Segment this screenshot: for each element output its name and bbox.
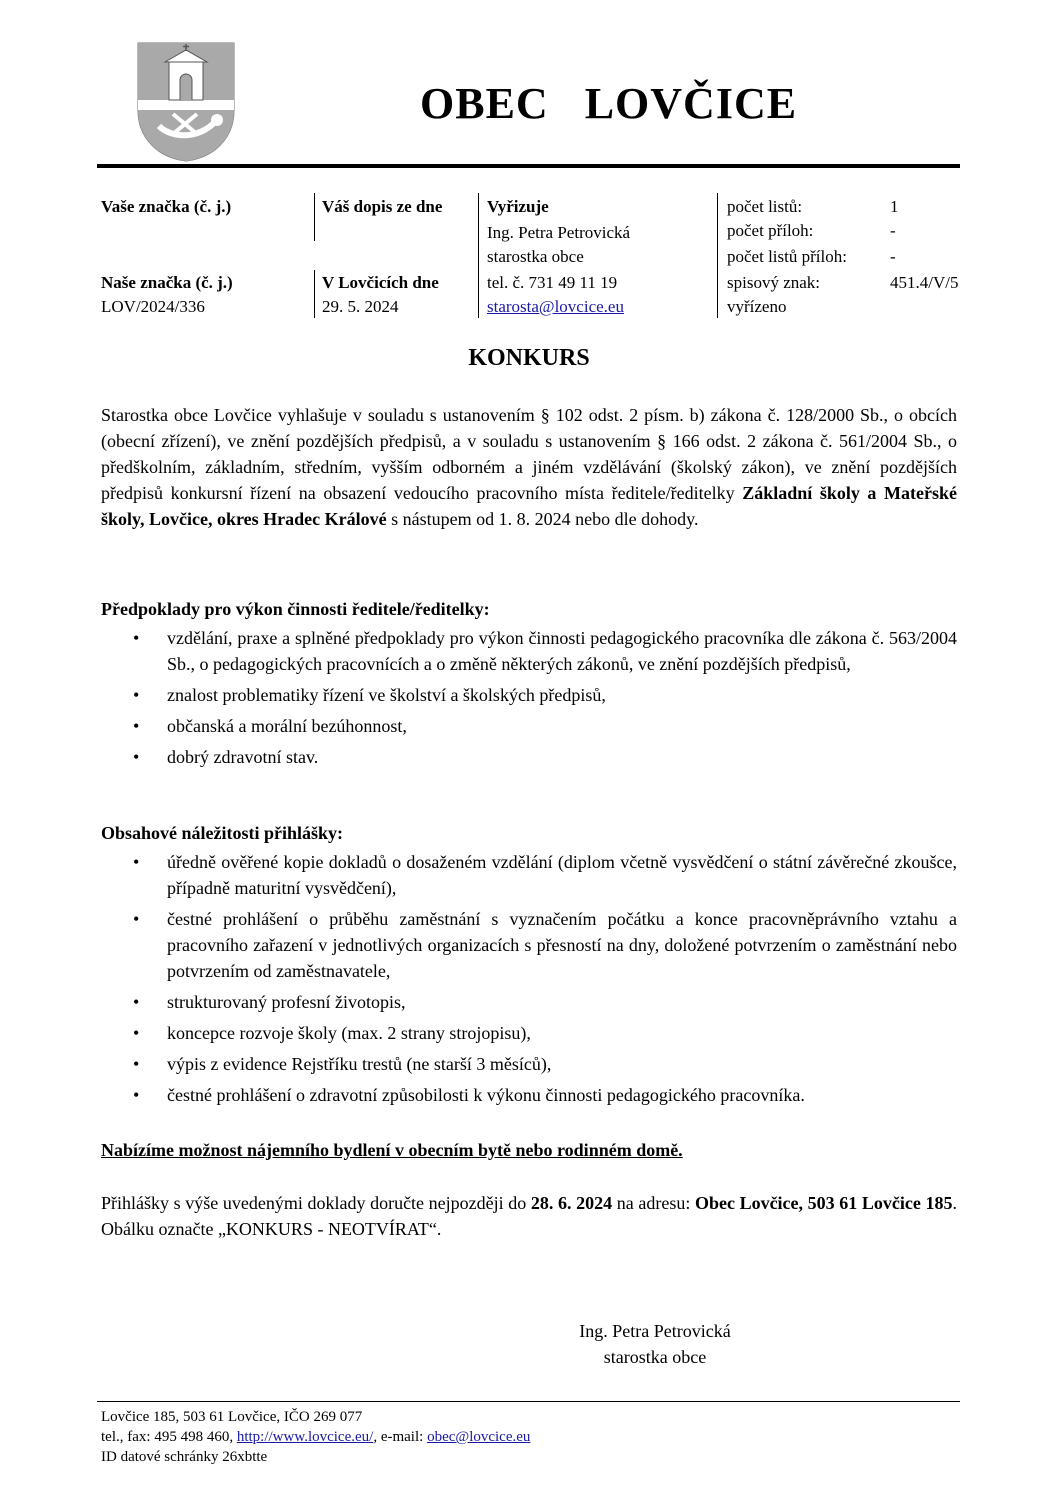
your-letter-label: Váš dopis ze dne xyxy=(322,197,443,216)
list-item xyxy=(101,989,957,1015)
list-item xyxy=(101,682,957,708)
website-link[interactable]: http://www.lovcice.eu/ xyxy=(236,1429,374,1445)
bullet-icon: • xyxy=(133,747,140,767)
list-item-text: vzdělání, praxe a splněné předpoklady pro výkon činnosti pedagogického pracovníka dle zákona č. 563/2004 Sb., o pedagogických pracovnících a o změně některých zákonů, ve znění pozdějších předpisů, xyxy=(167,628,957,674)
list-item xyxy=(101,1082,957,1108)
bullet-icon: • xyxy=(133,852,140,872)
bullet-icon: • xyxy=(133,909,140,929)
bullet-icon: • xyxy=(133,1054,140,1074)
footer-divider xyxy=(97,1401,960,1402)
requirements-list xyxy=(101,625,957,775)
status-text: vyřízeno xyxy=(727,297,787,316)
list-item xyxy=(101,1020,957,1046)
list-item-text: dobrý zdravotní stav. xyxy=(167,747,319,767)
handled-by-role: starostka obce xyxy=(487,247,584,266)
place-date-label: V Lovčicích dne xyxy=(322,273,439,292)
intro-text-end: s nástupem od 1. 8. 2024 nebo dle dohody. xyxy=(386,509,699,529)
bullet-icon: • xyxy=(133,1023,140,1043)
footer-databox: ID datové schránky 26xbtte xyxy=(101,1449,268,1465)
submission-paragraph xyxy=(101,1190,957,1242)
our-ref-label: Naše značka (č. j.) xyxy=(101,273,233,292)
signature-block xyxy=(520,1318,790,1370)
contact-email-link[interactable]: starosta@lovcice.eu xyxy=(487,297,624,316)
our-ref-value: LOV/2024/336 xyxy=(101,297,205,316)
signatory-name: Ing. Petra Petrovická xyxy=(579,1321,731,1341)
intro-paragraph xyxy=(101,402,957,532)
bullet-icon: • xyxy=(133,1085,140,1105)
submission-text: . Obálku označte „KONKURS - NEOTVÍRAT“. xyxy=(101,1193,957,1239)
intro-text-start: Starostka obce Lovčice vyhlašuje v souladu s ustanovením § 102 odst. 2 písm. b) zákona č. 128/2000 Sb., o obcích (obecní zřízení), ve znění pozdějších předpisů, a v souladu s ustanovením § 166 odst. 2 zákona č. 561/2004 Sb., o předškolním, základním, středním, vyšším odborném a jiném vzdělávání (školský zákon), ve znění pozdějších předpisů konkursní řízení na obsazení vedoucího pracovního místa ředitele/ředitelky xyxy=(101,405,957,503)
submission-address: Obec Lovčice, 503 61 Lovčice 185 xyxy=(694,1193,953,1213)
column-divider xyxy=(478,193,479,318)
sheets-value: 1 xyxy=(890,197,899,216)
list-item-text: úředně ověřené kopie dokladů o dosaženém vzdělání (diplom včetně vysvědčení o státní závěrečné zkoušce, případně maturitní vysvědčení), xyxy=(167,852,957,898)
list-item-text: koncepce rozvoje školy (max. 2 strany strojopisu), xyxy=(167,1023,531,1043)
list-item-text: znalost problematiky řízení ve školství a školských předpisů, xyxy=(167,685,606,705)
municipal-crest-icon xyxy=(137,42,235,162)
footer-phone: tel., fax: 495 498 460, xyxy=(101,1429,237,1445)
bullet-icon: • xyxy=(133,992,140,1012)
deadline-date: 28. 6. 2024 xyxy=(530,1193,613,1213)
handled-by-name: Ing. Petra Petrovická xyxy=(487,223,631,242)
list-item-text: výpis z evidence Rejstříku trestů (ne starší 3 měsíců), xyxy=(167,1054,552,1074)
your-ref-label: Vaše značka (č. j.) xyxy=(101,197,232,216)
list-item xyxy=(101,1051,957,1077)
attachment-sheets-value: - xyxy=(890,247,896,266)
school-name: Základní školy a Mateřské školy, Lovčice, okres Hradec Králové xyxy=(101,483,957,529)
footer xyxy=(101,1407,530,1467)
file-code-label: spisový znak: xyxy=(727,273,821,292)
place-date-value: 29. 5. 2024 xyxy=(322,297,399,316)
file-code-value: 451.4/V/5 xyxy=(890,273,959,292)
header-divider xyxy=(97,164,960,168)
list-item xyxy=(101,625,957,677)
application-list xyxy=(101,849,957,1113)
attachments-value: - xyxy=(890,221,896,240)
attachment-sheets-label: počet listů příloh: xyxy=(727,247,847,266)
column-divider xyxy=(717,193,718,318)
footer-email-label: , e-mail: xyxy=(373,1429,428,1445)
footer-email-link[interactable]: obec@lovcice.eu xyxy=(427,1429,531,1445)
bullet-icon: • xyxy=(133,716,140,736)
list-item xyxy=(101,906,957,984)
column-divider xyxy=(314,270,315,318)
list-item xyxy=(101,744,957,770)
phone-number: tel. č. 731 49 11 19 xyxy=(487,273,618,292)
submission-text: Přihlášky s výše uvedenými doklady doručte nejpozději do xyxy=(101,1193,531,1213)
list-item xyxy=(101,713,957,739)
organization-title: OBEC LOVČICE xyxy=(420,79,798,128)
sheets-label: počet listů: xyxy=(727,197,803,216)
footer-address: Lovčice 185, 503 61 Lovčice, IČO 269 077 xyxy=(101,1409,363,1425)
bullet-icon: • xyxy=(133,685,140,705)
bullet-icon: • xyxy=(133,628,140,648)
list-item-text: čestné prohlášení o zdravotní způsobilosti k výkonu činnosti pedagogického pracovníka. xyxy=(167,1085,805,1105)
list-item-text: strukturovaný profesní životopis, xyxy=(167,992,406,1012)
list-item xyxy=(101,849,957,901)
handled-by-label: Vyřizuje xyxy=(487,197,549,216)
housing-offer: Nabízíme možnost nájemního bydlení v obecním bytě nebo rodinném domě. xyxy=(101,1140,683,1160)
requirements-title: Předpoklady pro výkon činnosti ředitele/ředitelky: xyxy=(101,599,490,619)
list-item-text: občanská a morální bezúhonnost, xyxy=(167,716,407,736)
submission-text: na adresu: xyxy=(612,1193,695,1213)
document-heading: KONKURS xyxy=(468,345,590,371)
list-item-text: čestné prohlášení o průběhu zaměstnání s vyznačením počátku a konce pracovněprávního vztahu a pracovního zařazení v jednotlivých organizacích s přesností na dny, doložené potvrzením o zaměstnání nebo potvrzením od zaměstnavatele, xyxy=(167,909,957,981)
column-divider xyxy=(314,193,315,241)
footer-contact xyxy=(101,1427,530,1447)
attachments-label: počet příloh: xyxy=(727,221,814,240)
signatory-role: starostka obce xyxy=(603,1347,707,1367)
application-title: Obsahové náležitosti přihlášky: xyxy=(101,823,344,843)
